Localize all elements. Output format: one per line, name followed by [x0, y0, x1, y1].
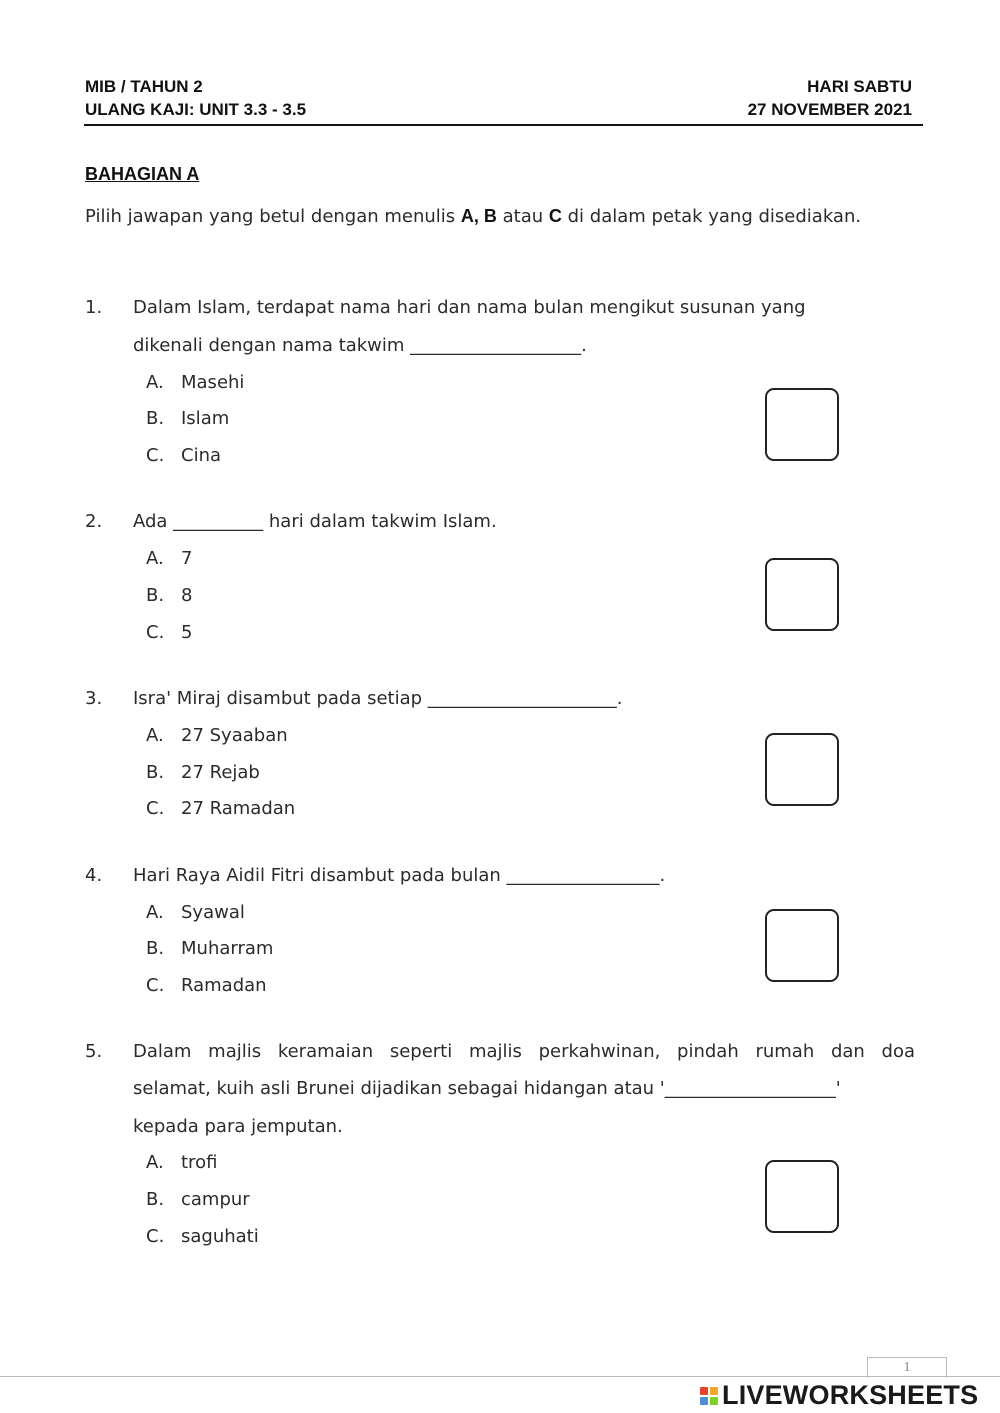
- option-b: B. 8: [146, 585, 193, 606]
- question-text: Dalam majlis keramaian seperti majlis perkahwinan, pindah rumah dan doa: [133, 1041, 915, 1062]
- question-text: Ada __________ hari dalam takwim Islam.: [133, 511, 497, 532]
- header-divider: [84, 124, 923, 126]
- question-text: Hari Raya Aidil Fitri disambut pada bulan _________________.: [133, 865, 666, 886]
- header-subject: MIB / TAHUN 2: [85, 77, 203, 96]
- answer-box-2[interactable]: [765, 558, 839, 631]
- option-a: A. 7: [146, 548, 193, 569]
- question-text: Dalam Islam, terdapat nama hari dan nama bulan mengikut susunan yang: [133, 297, 806, 318]
- option-a: A. Masehi: [146, 372, 245, 393]
- answer-box-5[interactable]: [765, 1160, 839, 1233]
- question-number: 1.: [85, 297, 103, 318]
- question-text: dikenali dengan nama takwim ___________________.: [133, 335, 587, 356]
- answer-box-4[interactable]: [765, 909, 839, 982]
- option-c: C. Cina: [146, 445, 222, 466]
- question-text: Isra' Miraj disambut pada setiap _____________________.: [133, 688, 623, 709]
- question-number: 4.: [85, 865, 103, 886]
- option-a: A. 27 Syaaban: [146, 725, 288, 746]
- liveworksheets-brand: [700, 1380, 978, 1411]
- brand-name: LIVEWORKSHEETS: [722, 1380, 979, 1410]
- header-unit: ULANG KAJI: UNIT 3.3 - 3.5: [85, 100, 307, 119]
- option-b: B. Muharram: [146, 938, 274, 959]
- footer-divider: [0, 1376, 1000, 1377]
- option-b: B. campur: [146, 1189, 250, 1210]
- option-c: C. Ramadan: [146, 975, 267, 996]
- option-c: C. 5: [146, 622, 193, 643]
- question-number: 5.: [85, 1041, 103, 1062]
- question-text: selamat, kuih asli Brunei dijadikan sebagai hidangan atau '___________________': [133, 1078, 841, 1099]
- logo-square: [700, 1397, 708, 1405]
- section-title: BAHAGIAN A: [85, 164, 200, 184]
- logo-square: [710, 1387, 718, 1395]
- answer-box-1[interactable]: [765, 388, 839, 461]
- option-a: A. Syawal: [146, 902, 245, 923]
- liveworksheets-logo-icon: [700, 1387, 718, 1405]
- page-number: 1: [867, 1357, 947, 1378]
- header-day: HARI SABTU: [807, 77, 912, 96]
- header-date: 27 NOVEMBER 2021: [747, 100, 912, 119]
- option-b: B. Islam: [146, 408, 230, 429]
- answer-box-3[interactable]: [765, 733, 839, 806]
- question-text: kepada para jemputan.: [133, 1116, 343, 1137]
- question-number: 2.: [85, 511, 103, 532]
- question-number: 3.: [85, 688, 103, 709]
- option-c: C. 27 Ramadan: [146, 798, 296, 819]
- logo-square: [700, 1387, 708, 1395]
- option-c: C. saguhati: [146, 1226, 259, 1247]
- option-a: A. trofi: [146, 1152, 218, 1173]
- option-b: B. 27 Rejab: [146, 762, 260, 783]
- instructions: Pilih jawapan yang betul dengan menulis A, B atau C di dalam petak yang disediakan.: [85, 206, 862, 227]
- logo-square: [710, 1397, 718, 1405]
